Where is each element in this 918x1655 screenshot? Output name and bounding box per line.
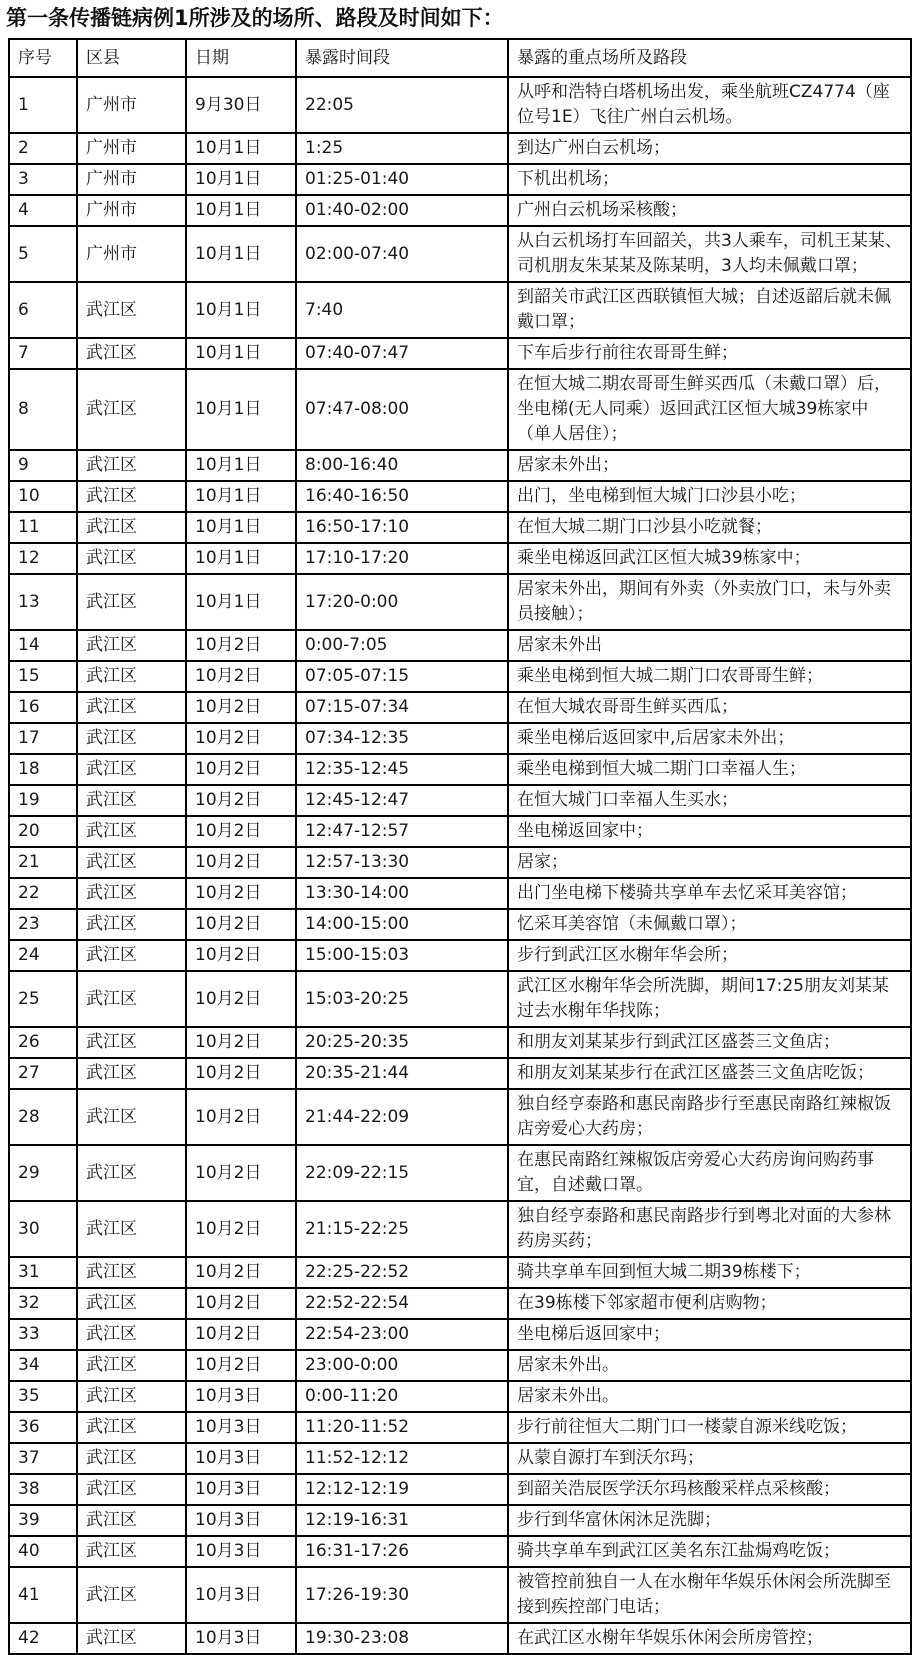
- cell-seq-number: 28: [9, 1089, 77, 1145]
- cell-date: 10月2日: [186, 816, 296, 847]
- cell-district: 武江区: [77, 785, 186, 816]
- table-row: [9, 1412, 911, 1443]
- table-row: [9, 1350, 911, 1381]
- cell-date: 10月1日: [186, 369, 296, 450]
- cell-time-period: 12:19-16:31: [296, 1505, 508, 1536]
- cell-key-places: 居家未外出。: [508, 1381, 911, 1412]
- header-seq-number: 序号: [9, 39, 77, 77]
- cell-time-period: 12:35-12:45: [296, 754, 508, 785]
- cell-date: 10月2日: [186, 1201, 296, 1257]
- cell-seq-number: 9: [9, 450, 77, 481]
- cell-time-period: 1:25: [296, 133, 508, 164]
- cell-key-places: 到韶关市武江区西联镇恒大城；自述返韶后就未佩戴口罩；: [508, 282, 911, 338]
- table-row: [9, 1505, 911, 1536]
- cell-key-places: 独自经亨泰路和惠民南路步行至惠民南路红辣椒饭店旁爱心大药房；: [508, 1089, 911, 1145]
- cell-district: 武江区: [77, 1536, 186, 1567]
- table-row: [9, 512, 911, 543]
- cell-district: 武江区: [77, 574, 186, 630]
- cell-time-period: 17:26-19:30: [296, 1567, 508, 1623]
- table-row: [9, 1536, 911, 1567]
- cell-district: 武江区: [77, 338, 186, 369]
- cell-key-places: 在恒大城门口幸福人生买水；: [508, 785, 911, 816]
- cell-key-places: 从蒙自源打车到沃尔玛；: [508, 1443, 911, 1474]
- cell-time-period: 23:00-0:00: [296, 1350, 508, 1381]
- cell-seq-number: 18: [9, 754, 77, 785]
- cell-seq-number: 25: [9, 971, 77, 1027]
- table-row: [9, 1319, 911, 1350]
- cell-key-places: 忆采耳美容馆（未佩戴口罩）；: [508, 909, 911, 940]
- cell-seq-number: 38: [9, 1474, 77, 1505]
- cell-time-period: 20:25-20:35: [296, 1027, 508, 1058]
- cell-district: 武江区: [77, 692, 186, 723]
- cell-district: 武江区: [77, 1027, 186, 1058]
- cell-seq-number: 8: [9, 369, 77, 450]
- cell-time-period: 07:40-07:47: [296, 338, 508, 369]
- cell-time-period: 16:40-16:50: [296, 481, 508, 512]
- cell-time-period: 07:15-07:34: [296, 692, 508, 723]
- table-row: [9, 723, 911, 754]
- table-row: [9, 785, 911, 816]
- cell-time-period: 0:00-7:05: [296, 630, 508, 661]
- cell-seq-number: 17: [9, 723, 77, 754]
- cell-date: 9月30日: [186, 77, 296, 133]
- cell-district: 武江区: [77, 369, 186, 450]
- cell-key-places: 骑共享单车到武江区美名东江盐焗鸡吃饭；: [508, 1536, 911, 1567]
- cell-seq-number: 16: [9, 692, 77, 723]
- table-row: [9, 878, 911, 909]
- cell-district: 武江区: [77, 878, 186, 909]
- cell-seq-number: 20: [9, 816, 77, 847]
- cell-district: 广州市: [77, 195, 186, 226]
- cell-district: 武江区: [77, 1058, 186, 1089]
- cell-seq-number: 10: [9, 481, 77, 512]
- cell-district: 武江区: [77, 282, 186, 338]
- cell-seq-number: 6: [9, 282, 77, 338]
- cell-seq-number: 37: [9, 1443, 77, 1474]
- cell-seq-number: 1: [9, 77, 77, 133]
- cell-date: 10月2日: [186, 1058, 296, 1089]
- cell-seq-number: 21: [9, 847, 77, 878]
- cell-time-period: 07:34-12:35: [296, 723, 508, 754]
- cell-district: 广州市: [77, 77, 186, 133]
- cell-time-period: 16:31-17:26: [296, 1536, 508, 1567]
- cell-key-places: 从呼和浩特白塔机场出发，乘坐航班CZ4774（座位号1E）飞往广州白云机场。: [508, 77, 911, 133]
- table-row: [9, 1257, 911, 1288]
- cell-key-places: 出门坐电梯下楼骑共享单车去忆采耳美容馆；: [508, 878, 911, 909]
- cell-district: 武江区: [77, 723, 186, 754]
- cell-seq-number: 23: [9, 909, 77, 940]
- cell-key-places: 从白云机场打车回韶关，共3人乘车，司机王某某、司机朋友朱某某及陈某明，3人均未佩戴口罩；: [508, 226, 911, 282]
- cell-key-places: 居家未外出；: [508, 450, 911, 481]
- cell-date: 10月2日: [186, 1145, 296, 1201]
- cell-date: 10月3日: [186, 1567, 296, 1623]
- cell-key-places: 广州白云机场采核酸；: [508, 195, 911, 226]
- cell-key-places: 坐电梯返回家中；: [508, 816, 911, 847]
- cell-key-places: 到韶关浩辰医学沃尔玛核酸采样点采核酸；: [508, 1474, 911, 1505]
- cell-key-places: 被管控前独自一人在水榭年华娱乐休闲会所洗脚至接到疾控部门电话；: [508, 1567, 911, 1623]
- table-row: [9, 847, 911, 878]
- cell-time-period: 12:12-12:19: [296, 1474, 508, 1505]
- cell-time-period: 12:57-13:30: [296, 847, 508, 878]
- cell-district: 武江区: [77, 512, 186, 543]
- cell-district: 武江区: [77, 543, 186, 574]
- cell-key-places: 在惠民南路红辣椒饭店旁爱心大药房询问购药事宜，自述戴口罩。: [508, 1145, 911, 1201]
- cell-district: 武江区: [77, 1288, 186, 1319]
- cell-seq-number: 11: [9, 512, 77, 543]
- table-row: [9, 195, 911, 226]
- cell-key-places: 在武江区水榭年华娱乐休闲会所房管控；: [508, 1623, 911, 1654]
- cell-key-places: 步行到华富休闲沐足洗脚；: [508, 1505, 911, 1536]
- cell-date: 10月1日: [186, 164, 296, 195]
- cell-key-places: 乘坐电梯后返回家中,后居家未外出；: [508, 723, 911, 754]
- cell-date: 10月1日: [186, 574, 296, 630]
- table-row: [9, 369, 911, 450]
- table-row: [9, 133, 911, 164]
- cell-seq-number: 33: [9, 1319, 77, 1350]
- cell-time-period: 07:05-07:15: [296, 661, 508, 692]
- cell-district: 武江区: [77, 940, 186, 971]
- cell-time-period: 22:52-22:54: [296, 1288, 508, 1319]
- cell-seq-number: 36: [9, 1412, 77, 1443]
- cell-seq-number: 31: [9, 1257, 77, 1288]
- table-row: [9, 661, 911, 692]
- cell-seq-number: 30: [9, 1201, 77, 1257]
- cell-key-places: 在恒大城二期门口沙县小吃就餐；: [508, 512, 911, 543]
- exposure-table: [8, 38, 912, 1655]
- table-row: [9, 971, 911, 1027]
- cell-date: 10月2日: [186, 878, 296, 909]
- cell-seq-number: 14: [9, 630, 77, 661]
- cell-seq-number: 22: [9, 878, 77, 909]
- cell-date: 10月2日: [186, 847, 296, 878]
- header-date: 日期: [186, 39, 296, 77]
- table-row: [9, 1027, 911, 1058]
- cell-key-places: 下车后步行前往农哥哥生鲜；: [508, 338, 911, 369]
- table-row: [9, 1058, 911, 1089]
- cell-time-period: 17:10-17:20: [296, 543, 508, 574]
- cell-district: 武江区: [77, 450, 186, 481]
- cell-time-period: 22:09-22:15: [296, 1145, 508, 1201]
- cell-district: 武江区: [77, 1381, 186, 1412]
- table-row: [9, 1623, 911, 1654]
- cell-time-period: 11:20-11:52: [296, 1412, 508, 1443]
- cell-seq-number: 7: [9, 338, 77, 369]
- page-title: 第一条传播链病例1所涉及的场所、路段及时间如下：: [6, 6, 504, 30]
- cell-date: 10月2日: [186, 692, 296, 723]
- cell-key-places: 居家未外出: [508, 630, 911, 661]
- cell-district: 武江区: [77, 1412, 186, 1443]
- table-row: [9, 816, 911, 847]
- cell-district: 广州市: [77, 164, 186, 195]
- cell-date: 10月2日: [186, 723, 296, 754]
- cell-date: 10月2日: [186, 630, 296, 661]
- cell-date: 10月1日: [186, 543, 296, 574]
- table-row: [9, 909, 911, 940]
- cell-key-places: 居家未外出。: [508, 1350, 911, 1381]
- cell-seq-number: 29: [9, 1145, 77, 1201]
- cell-time-period: 13:30-14:00: [296, 878, 508, 909]
- cell-district: 武江区: [77, 1145, 186, 1201]
- cell-key-places: 坐电梯后返回家中；: [508, 1319, 911, 1350]
- cell-key-places: 下机出机场；: [508, 164, 911, 195]
- cell-seq-number: 27: [9, 1058, 77, 1089]
- cell-seq-number: 35: [9, 1381, 77, 1412]
- cell-date: 10月2日: [186, 1257, 296, 1288]
- cell-key-places: 出门，坐电梯到恒大城门口沙县小吃；: [508, 481, 911, 512]
- cell-date: 10月2日: [186, 1319, 296, 1350]
- table-row: [9, 692, 911, 723]
- cell-time-period: 22:54-23:00: [296, 1319, 508, 1350]
- cell-key-places: 骑共享单车回到恒大城二期39栋楼下；: [508, 1257, 911, 1288]
- header-district: 区县: [77, 39, 186, 77]
- cell-district: 武江区: [77, 1350, 186, 1381]
- cell-time-period: 15:03-20:25: [296, 971, 508, 1027]
- cell-key-places: 在恒大城农哥哥生鲜买西瓜；: [508, 692, 911, 723]
- table-row: [9, 1145, 911, 1201]
- cell-date: 10月3日: [186, 1412, 296, 1443]
- cell-key-places: 居家；: [508, 847, 911, 878]
- cell-time-period: 12:47-12:57: [296, 816, 508, 847]
- table-row: [9, 226, 911, 282]
- cell-time-period: 02:00-07:40: [296, 226, 508, 282]
- table-row: [9, 450, 911, 481]
- cell-date: 10月2日: [186, 940, 296, 971]
- header-key-places: 暴露的重点场所及路段: [508, 39, 911, 77]
- cell-key-places: 和朋友刘某某步行在武江区盛荟三文鱼店吃饭；: [508, 1058, 911, 1089]
- cell-date: 10月2日: [186, 1350, 296, 1381]
- table-row: [9, 338, 911, 369]
- cell-date: 10月1日: [186, 282, 296, 338]
- cell-seq-number: 42: [9, 1623, 77, 1654]
- cell-district: 武江区: [77, 1623, 186, 1654]
- cell-seq-number: 3: [9, 164, 77, 195]
- table-header-row: [9, 39, 911, 77]
- cell-key-places: 在39栋楼下邻家超市便利店购物；: [508, 1288, 911, 1319]
- cell-district: 武江区: [77, 481, 186, 512]
- cell-date: 10月2日: [186, 1027, 296, 1058]
- cell-key-places: 和朋友刘某某步行到武江区盛荟三文鱼店；: [508, 1027, 911, 1058]
- cell-time-period: 01:25-01:40: [296, 164, 508, 195]
- cell-seq-number: 2: [9, 133, 77, 164]
- cell-district: 武江区: [77, 1443, 186, 1474]
- cell-key-places: 步行到武江区水榭年华会所；: [508, 940, 911, 971]
- cell-seq-number: 32: [9, 1288, 77, 1319]
- cell-district: 武江区: [77, 661, 186, 692]
- cell-date: 10月2日: [186, 1089, 296, 1145]
- cell-seq-number: 34: [9, 1350, 77, 1381]
- cell-date: 10月1日: [186, 512, 296, 543]
- cell-time-period: 20:35-21:44: [296, 1058, 508, 1089]
- cell-time-period: 11:52-12:12: [296, 1443, 508, 1474]
- table-row: [9, 1381, 911, 1412]
- cell-date: 10月1日: [186, 195, 296, 226]
- cell-seq-number: 41: [9, 1567, 77, 1623]
- cell-seq-number: 26: [9, 1027, 77, 1058]
- cell-district: 武江区: [77, 754, 186, 785]
- cell-district: 武江区: [77, 816, 186, 847]
- cell-district: 武江区: [77, 847, 186, 878]
- cell-date: 10月1日: [186, 338, 296, 369]
- table-row: [9, 1089, 911, 1145]
- cell-date: 10月3日: [186, 1381, 296, 1412]
- cell-time-period: 01:40-02:00: [296, 195, 508, 226]
- cell-time-period: 17:20-0:00: [296, 574, 508, 630]
- cell-seq-number: 15: [9, 661, 77, 692]
- cell-key-places: 在恒大城二期农哥哥生鲜买西瓜（未戴口罩）后，坐电梯(无人同乘）返回武江区恒大城39栋家中（单人居住）；: [508, 369, 911, 450]
- cell-date: 10月1日: [186, 450, 296, 481]
- cell-time-period: 22:25-22:52: [296, 1257, 508, 1288]
- table-row: [9, 574, 911, 630]
- cell-time-period: 19:30-23:08: [296, 1623, 508, 1654]
- cell-district: 武江区: [77, 1257, 186, 1288]
- cell-key-places: 乘坐电梯到恒大城二期门口农哥哥生鲜；: [508, 661, 911, 692]
- cell-seq-number: 13: [9, 574, 77, 630]
- cell-seq-number: 40: [9, 1536, 77, 1567]
- table-row: [9, 77, 911, 133]
- cell-date: 10月1日: [186, 133, 296, 164]
- cell-key-places: 武江区水榭年华会所洗脚，期间17:25朋友刘某某过去水榭年华找陈；: [508, 971, 911, 1027]
- cell-key-places: 乘坐电梯到恒大城二期门口幸福人生；: [508, 754, 911, 785]
- cell-district: 武江区: [77, 1567, 186, 1623]
- cell-date: 10月3日: [186, 1443, 296, 1474]
- cell-district: 武江区: [77, 909, 186, 940]
- cell-key-places: 乘坐电梯返回武江区恒大城39栋家中；: [508, 543, 911, 574]
- cell-date: 10月2日: [186, 1288, 296, 1319]
- table-row: [9, 630, 911, 661]
- cell-district: 武江区: [77, 1474, 186, 1505]
- cell-district: 武江区: [77, 1505, 186, 1536]
- cell-date: 10月2日: [186, 785, 296, 816]
- cell-time-period: 16:50-17:10: [296, 512, 508, 543]
- cell-time-period: 14:00-15:00: [296, 909, 508, 940]
- cell-time-period: 21:44-22:09: [296, 1089, 508, 1145]
- cell-key-places: 居家未外出，期间有外卖（外卖放门口，未与外卖员接触）；: [508, 574, 911, 630]
- cell-district: 武江区: [77, 1319, 186, 1350]
- cell-date: 10月2日: [186, 754, 296, 785]
- cell-date: 10月3日: [186, 1536, 296, 1567]
- cell-seq-number: 19: [9, 785, 77, 816]
- cell-date: 10月3日: [186, 1474, 296, 1505]
- cell-date: 10月3日: [186, 1505, 296, 1536]
- table-row: [9, 1288, 911, 1319]
- cell-time-period: 0:00-11:20: [296, 1381, 508, 1412]
- table-body: [9, 77, 911, 1654]
- table-row: [9, 543, 911, 574]
- cell-date: 10月2日: [186, 661, 296, 692]
- table-row: [9, 164, 911, 195]
- table-row: [9, 481, 911, 512]
- cell-district: 武江区: [77, 1089, 186, 1145]
- table-row: [9, 1201, 911, 1257]
- cell-date: 10月1日: [186, 481, 296, 512]
- cell-seq-number: 4: [9, 195, 77, 226]
- table-row: [9, 1474, 911, 1505]
- cell-time-period: 12:45-12:47: [296, 785, 508, 816]
- cell-district: 武江区: [77, 630, 186, 661]
- cell-time-period: 07:47-08:00: [296, 369, 508, 450]
- cell-seq-number: 12: [9, 543, 77, 574]
- cell-date: 10月2日: [186, 909, 296, 940]
- cell-time-period: 22:05: [296, 77, 508, 133]
- cell-time-period: 8:00-16:40: [296, 450, 508, 481]
- cell-date: 10月1日: [186, 226, 296, 282]
- table-row: [9, 1443, 911, 1474]
- cell-date: 10月2日: [186, 971, 296, 1027]
- cell-seq-number: 39: [9, 1505, 77, 1536]
- header-time-period: 暴露时间段: [296, 39, 508, 77]
- cell-district: 武江区: [77, 1201, 186, 1257]
- cell-key-places: 独自经亨泰路和惠民南路步行到粤北对面的大参林药房买药；: [508, 1201, 911, 1257]
- cell-time-period: 15:00-15:03: [296, 940, 508, 971]
- table-row: [9, 754, 911, 785]
- table-row: [9, 940, 911, 971]
- cell-key-places: 到达广州白云机场；: [508, 133, 911, 164]
- cell-seq-number: 5: [9, 226, 77, 282]
- cell-district: 武江区: [77, 971, 186, 1027]
- table-row: [9, 1567, 911, 1623]
- cell-district: 广州市: [77, 226, 186, 282]
- cell-time-period: 21:15-22:25: [296, 1201, 508, 1257]
- cell-date: 10月3日: [186, 1623, 296, 1654]
- table-row: [9, 282, 911, 338]
- cell-district: 广州市: [77, 133, 186, 164]
- cell-seq-number: 24: [9, 940, 77, 971]
- cell-key-places: 步行前往恒大二期门口一楼蒙自源米线吃饭；: [508, 1412, 911, 1443]
- cell-time-period: 7:40: [296, 282, 508, 338]
